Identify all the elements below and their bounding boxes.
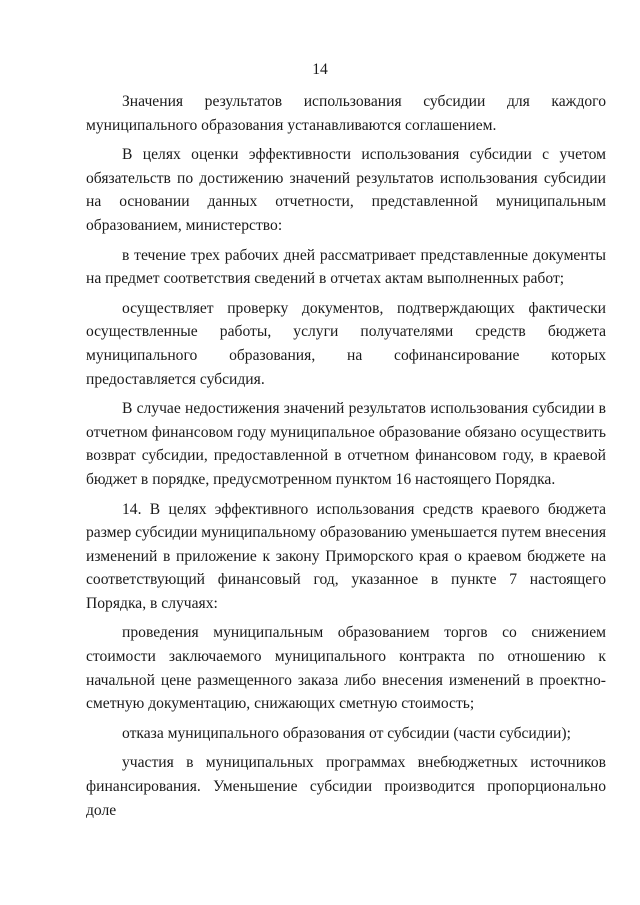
paragraph-refusal: отказа муниципального образования от субсидии (части субсидии); — [122, 724, 571, 742]
paragraph-extrabudgetary: участия в муниципальных программах внебюджетных источников финансирования. Уменьшение субсидии производится пропорционально доле — [86, 754, 606, 819]
paragraph-efficiency-evaluation: В целях оценки эффективности использования субсидии с учетом обязательств по достижению значений результатов использования субсидии на основании данных отчетности, представленной муниципальным образованием, министерство: — [86, 146, 606, 234]
paragraph-verify-documents: осуществляет проверку документов, подтверждающих фактически осуществленные работы, услуги получателями средств бюджета муниципального образования, на софинансирование которых предоставляется субсидия. — [86, 299, 606, 388]
paragraph-subsidy-return: В случае недостижения значений результатов использования субсидии в отчетном финансовом году муниципальное образование обязано осуществить возврат субсидии, предоставленной в отчетном финансовом году, в краевой бюджет в порядке, предусмотренном пунктом 16 настоящего Порядка. — [86, 400, 606, 488]
paragraph-results-values: Значения результатов использования субсидии для каждого муниципального образования устанавливаются соглашением. — [86, 93, 606, 134]
paragraph-clause-14: 14. В целях эффективного использования средств краевого бюджета размер субсидии муниципальному образованию уменьшается путем внесения изменений в приложение к закону Приморского края о краевом бюджете на соответствующий финансовый год, указанное в пункте 7 настоящего Порядка, в случаях: — [86, 500, 606, 612]
page-number: 14 — [312, 61, 328, 78]
paragraph-review-documents: в течение трех рабочих дней рассматривает представленные документы на предмет соответствия сведений в отчетах актам выполненных работ; — [86, 246, 606, 288]
paragraph-tender-reduction: проведения муниципальным образованием торгов со снижением стоимости заключаемого муниципального контракта по отношению к начальной цене размещенного заказа либо внесения изменений в проектно-сметную документацию, снижающих сметную стоимость; — [86, 624, 606, 713]
document-body — [86, 90, 606, 828]
